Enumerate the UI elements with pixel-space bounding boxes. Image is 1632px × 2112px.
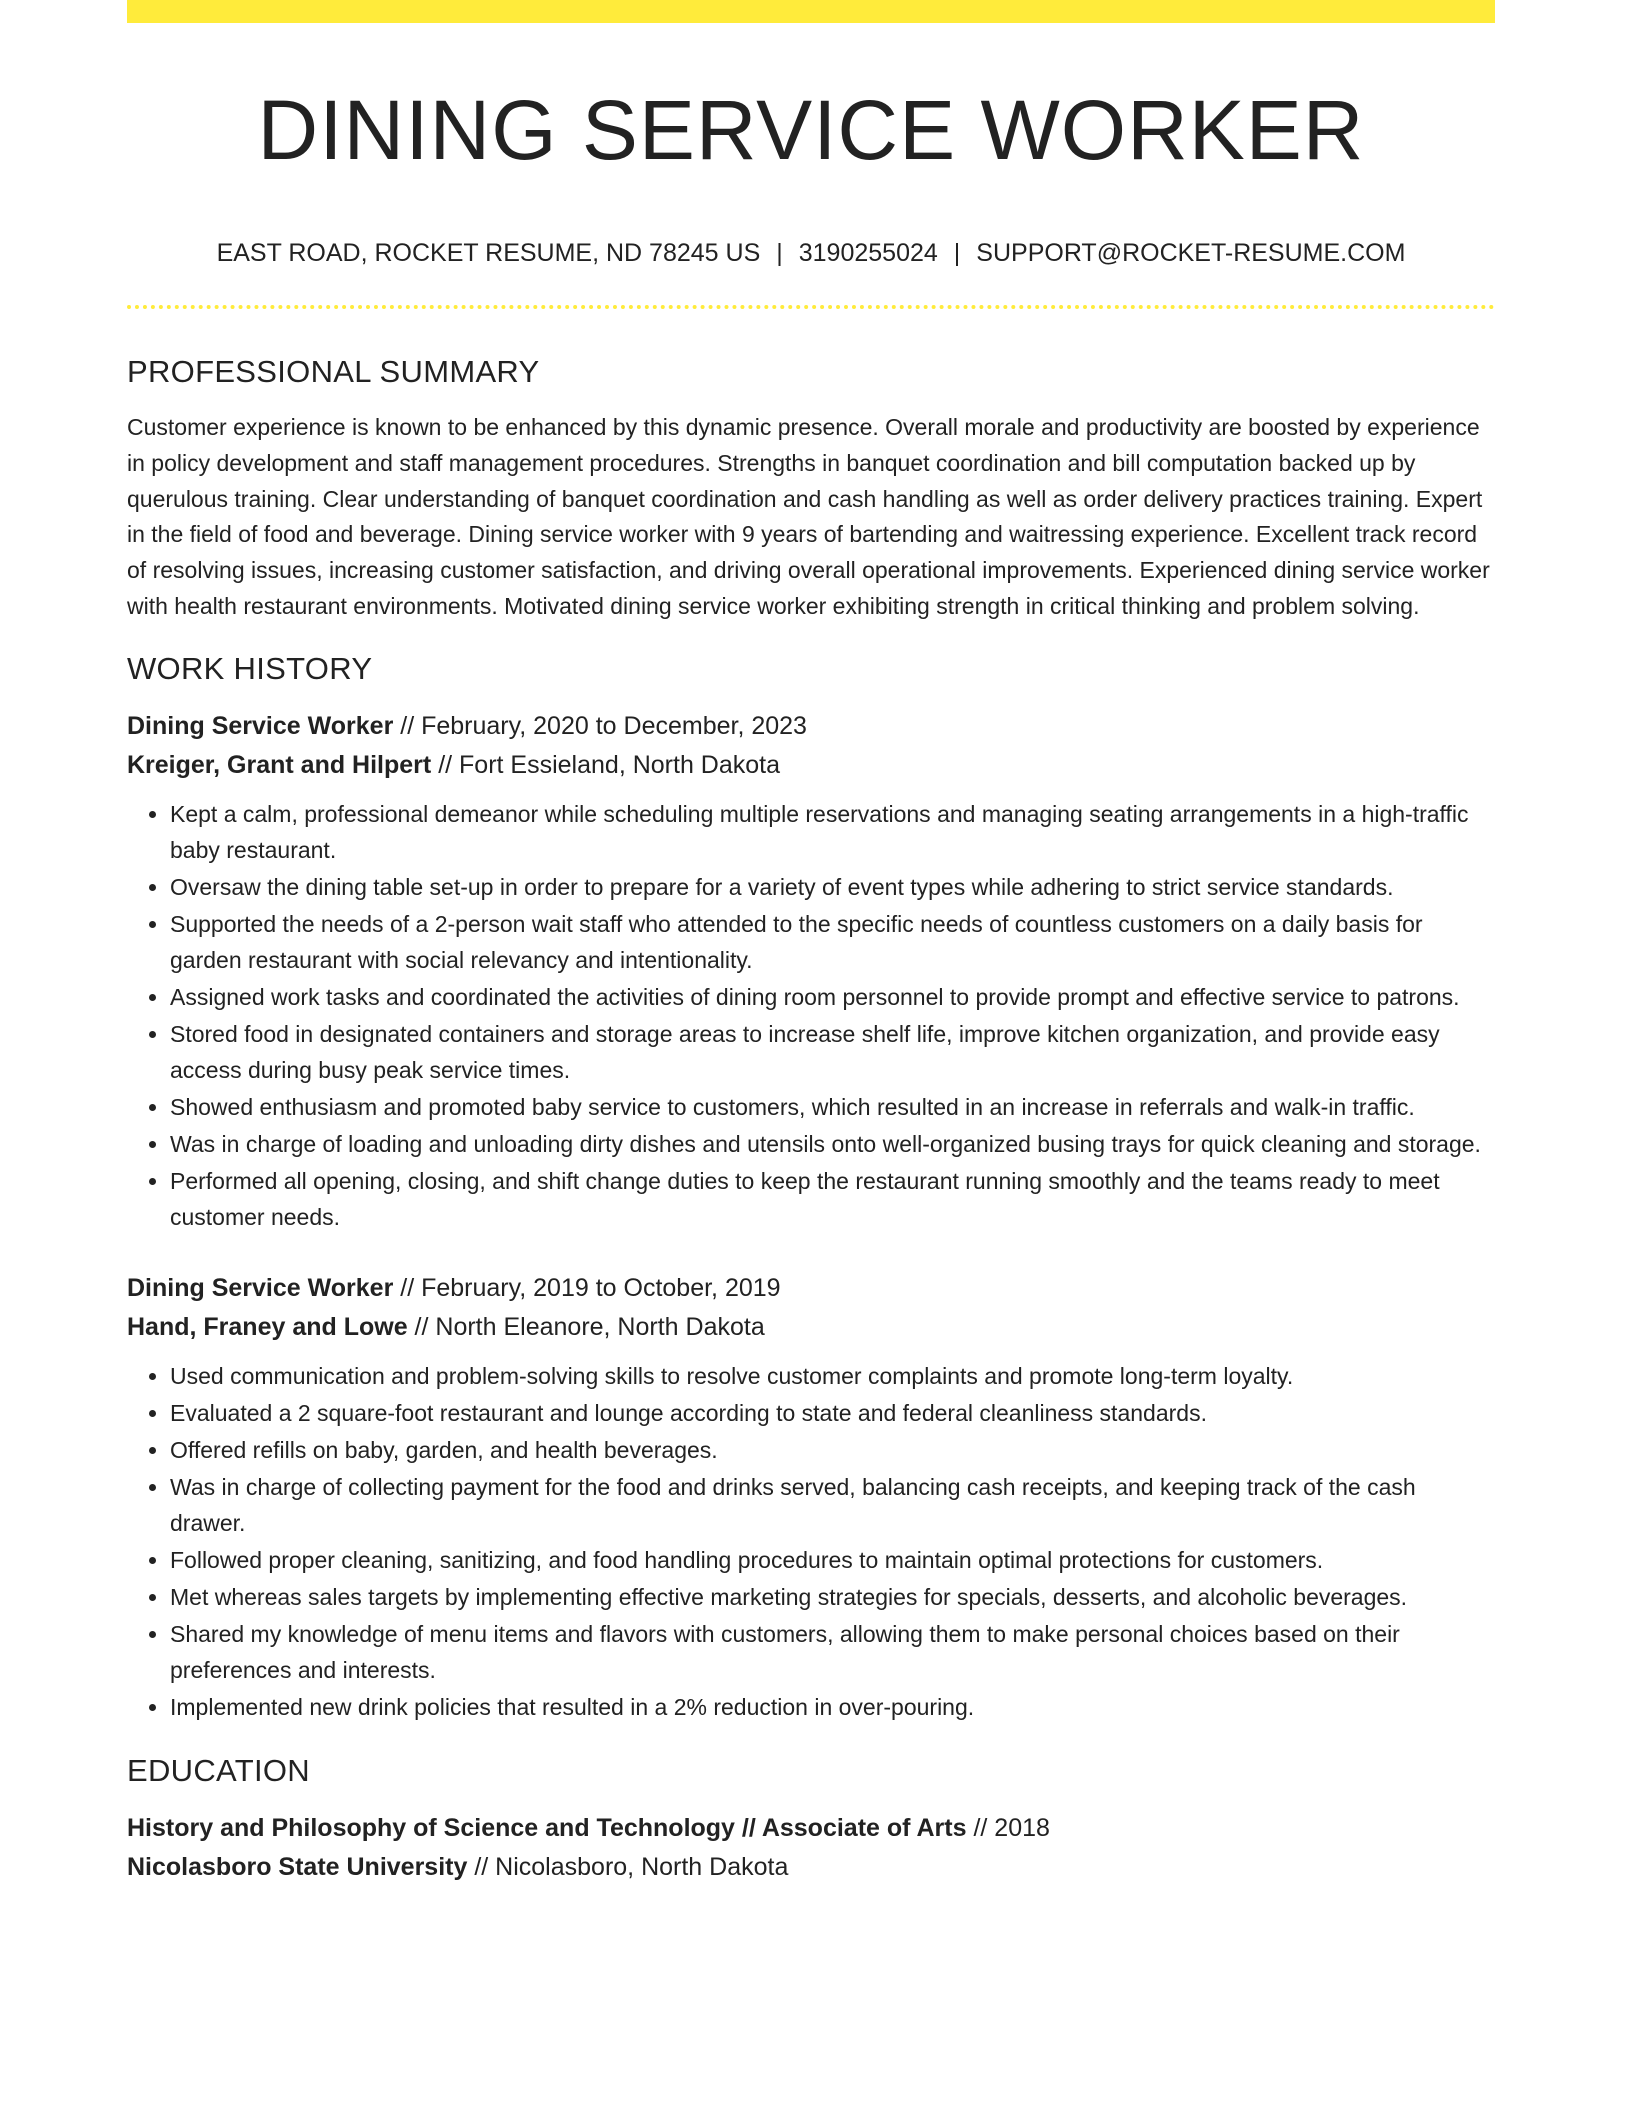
bullet-item: • Performed all opening, closing, and shift change duties to keep the restaurant running smoothly and the teams ready to meet customer needs.	[170, 1163, 1495, 1235]
bullet-item: • Evaluated a 2 square-foot restaurant and lounge according to state and federal cleanliness standards.	[170, 1395, 1495, 1431]
bullet-item: • Implemented new drink policies that resulted in a 2% reduction in over-pouring.	[170, 1689, 1495, 1725]
bullet-item: • Stored food in designated containers and storage areas to increase shelf life, improve kitchen organization, and provide easy access during busy peak service times.	[170, 1016, 1495, 1088]
job-company: Kreiger, Grant and Hilpert	[127, 750, 432, 779]
bullet-item: • Supported the needs of a 2-person wait staff who attended to the specific needs of countless customers on a daily basis for garden restaurant with social relevancy and intentionality.	[170, 906, 1495, 978]
bullet-item: • Was in charge of loading and unloading dirty dishes and utensils onto well-organized busing trays for quick cleaning and storage.	[170, 1126, 1495, 1162]
job-company-line	[127, 746, 1495, 785]
job-role-line	[127, 1269, 1495, 1308]
bullet-item: • Offered refills on baby, garden, and health beverages.	[170, 1432, 1495, 1468]
contact-email: SUPPORT@ROCKET-RESUME.COM	[976, 239, 1406, 267]
bullet-item: • Assigned work tasks and coordinated the activities of dining room personnel to provide prompt and effective service to patrons.	[170, 979, 1495, 1015]
job-bullets	[127, 796, 1495, 1235]
contact-address: EAST ROAD, ROCKET RESUME, ND 78245 US	[216, 239, 761, 267]
job-company-line	[127, 1308, 1495, 1347]
dotted-divider	[127, 305, 1495, 309]
bullet-item: • Oversaw the dining table set-up in order to prepare for a variety of event types while adhering to strict service standards.	[170, 869, 1495, 905]
bullet-item: • Was in charge of collecting payment for the food and drinks served, balancing cash receipts, and keeping track of the cash drawer.	[170, 1469, 1495, 1541]
job-dates: // February, 2019 to October, 2019	[393, 1273, 781, 1302]
job-role: Dining Service Worker	[127, 1273, 394, 1302]
bullet-item: • Showed enthusiasm and promoted baby service to customers, which resulted in an increase in referrals and walk-in traffic.	[170, 1089, 1495, 1125]
contact-separator: |	[776, 239, 783, 267]
job-company: Hand, Franey and Lowe	[127, 1312, 408, 1341]
education-school-line	[127, 1848, 1495, 1887]
summary-text: Customer experience is known to be enhanced by this dynamic presence. Overall morale and productivity are boosted by experience in policy development and staff management procedures. Strengths in banquet coordination and bill computation backed up by querulous training. Clear understanding of banquet coordination and cash handling as well as order delivery practices training. Expert in the field of food and beverage. Dining service worker with 9 years of bartending and waitressing experience. Excellent track record of resolving issues, increasing customer satisfaction, and driving overall operational improvements. Experienced dining service worker with health restaurant environments. Motivated dining service worker exhibiting strength in critical thinking and problem solving.	[127, 414, 1490, 619]
top-accent-bar	[127, 0, 1495, 23]
resume-content	[127, 352, 1495, 1887]
contact-phone: 3190255024	[798, 239, 938, 267]
bullet-item: • Followed proper cleaning, sanitizing, and food handling procedures to maintain optimal protections for customers.	[170, 1542, 1495, 1578]
bullet-item: • Met whereas sales targets by implementing effective marketing strategies for specials, desserts, and alcoholic beverages.	[170, 1579, 1495, 1615]
bullet-item: • Kept a calm, professional demeanor while scheduling multiple reservations and managing seating arrangements in a high-traffic baby restaurant.	[170, 796, 1495, 868]
contact-line	[127, 236, 1495, 270]
bullet-item: • Used communication and problem-solving skills to resolve customer complaints and promote long-term loyalty.	[170, 1358, 1495, 1394]
education-section	[127, 1751, 1495, 1887]
job-location: // Fort Essieland, North Dakota	[431, 750, 781, 779]
job-dates: // February, 2020 to December, 2023	[393, 711, 807, 740]
job-role: Dining Service Worker	[127, 711, 394, 740]
section-title-summary: PROFESSIONAL SUMMARY	[127, 354, 540, 389]
job-role-line	[127, 707, 1495, 746]
education-degree-line	[127, 1809, 1495, 1848]
section-title-education: EDUCATION	[127, 1752, 310, 1788]
bullet-item: • Shared my knowledge of menu items and flavors with customers, allowing them to make personal choices based on their preferences and interests.	[170, 1616, 1495, 1688]
education-degree: History and Philosophy of Science and Technology // Associate of Arts	[127, 1813, 967, 1842]
education-school: Nicolasboro State University	[127, 1852, 468, 1881]
resume-name-title: DINING SERVICE WORKER	[257, 83, 1365, 177]
education-year: // 2018	[966, 1813, 1050, 1842]
professional-summary-section	[127, 352, 1495, 625]
work-history-section	[127, 649, 1495, 1725]
education-location: // Nicolasboro, North Dakota	[467, 1852, 789, 1881]
section-title-work-history: WORK HISTORY	[127, 650, 373, 686]
job-entry	[127, 1269, 1495, 1725]
job-location: // North Eleanore, North Dakota	[407, 1312, 765, 1341]
contact-separator: |	[953, 239, 961, 267]
job-bullets	[127, 1358, 1495, 1725]
job-entry	[127, 707, 1495, 1235]
